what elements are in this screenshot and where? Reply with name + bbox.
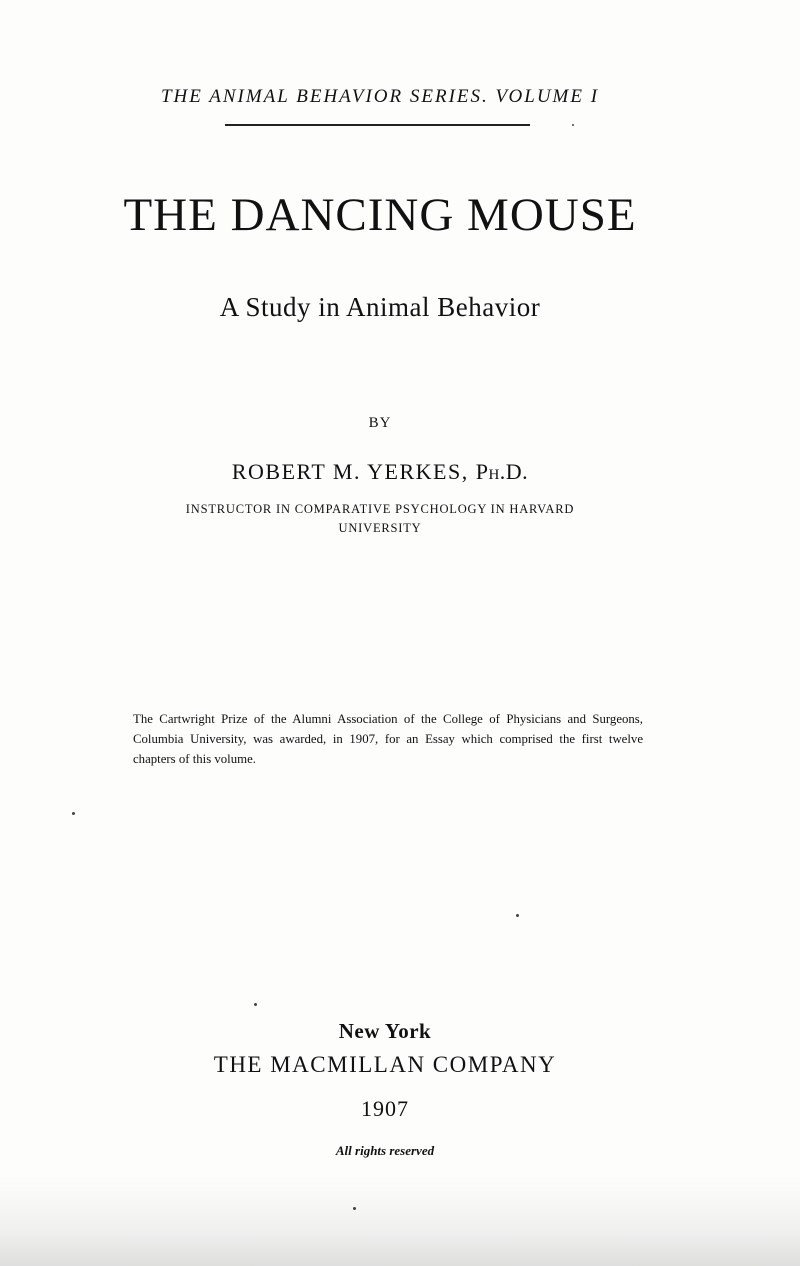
prize-note: The Cartwright Prize of the Alumni Association of the College of Physicians and Surgeons, Columbia University, was awarded, in 1907, for an Essay which comprised the first twelve chapters of this volume.: [133, 712, 643, 766]
rights-notice: All rights reserved: [335, 1143, 435, 1158]
publication-place: New York: [338, 1019, 432, 1043]
publisher: THE MACMILLAN COMPANY: [213, 1052, 557, 1077]
scan-speck: [572, 124, 574, 126]
scan-speck: [353, 1207, 356, 1210]
scan-speck: [254, 1003, 257, 1006]
author: [0, 459, 760, 485]
book-subtitle: A Study in Animal Behavior: [219, 292, 541, 322]
affiliation-line-1: INSTRUCTOR IN COMPARATIVE PSYCHOLOGY IN HARVARD: [185, 502, 575, 516]
author-degree: Ph.D.: [475, 459, 529, 484]
affiliation-line-2: UNIVERSITY: [338, 521, 422, 535]
series-line: THE ANIMAL BEHAVIOR SERIES. VOLUME I: [160, 86, 600, 107]
author-name: ROBERT M. YERKES,: [231, 459, 469, 484]
book-title: THE DANCING MOUSE: [123, 189, 637, 241]
by-label: BY: [368, 415, 392, 431]
scan-speck: [516, 914, 519, 917]
publication-year: 1907: [361, 1096, 409, 1121]
scan-shadow: [0, 1176, 800, 1266]
series-rule: [225, 124, 530, 126]
scan-speck: [72, 812, 75, 815]
author-affiliation: [150, 500, 610, 538]
